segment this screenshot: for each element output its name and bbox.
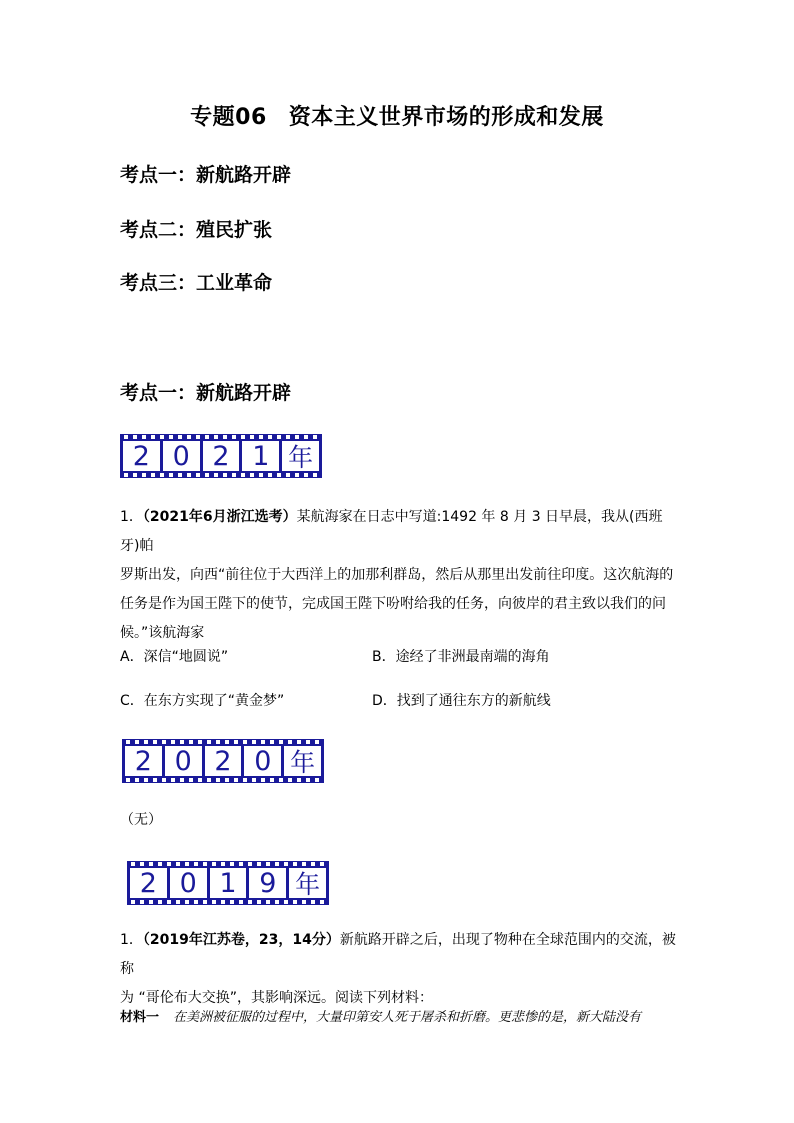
outline-item-1 — [120, 160, 291, 187]
year-digit: 2 — [203, 441, 240, 471]
year-digit: 2 — [205, 746, 242, 776]
question-source: （2021年6月浙江选考） — [142, 509, 297, 525]
question-number: 1． — [120, 932, 143, 948]
no-question-note: （无） — [120, 812, 162, 828]
year-digit: 1 — [210, 868, 247, 898]
outline-topic: 新航路开辟 — [196, 164, 292, 186]
question-line: 候。”该航海家 — [120, 625, 205, 641]
year-char: 年 — [289, 868, 326, 898]
question-text: 新航路开辟之后，出现了物种在全球范围内的交流，被称 — [120, 932, 676, 977]
question-2019 — [120, 926, 680, 1013]
material-text: 在美洲被征服的过程中，大量印第安人死于屠杀和折磨。更悲惨的是，新大陆没有 — [173, 1010, 642, 1025]
outline-topic: 工业革命 — [196, 272, 273, 294]
material-label: 材料一 — [120, 1010, 160, 1025]
option-b: B．途经了非洲最南端的海角 — [372, 649, 550, 665]
section-topic: 新航路开辟 — [196, 382, 292, 404]
option-d: D．找到了通往东方的新航线 — [372, 693, 551, 709]
outline-topic: 殖民扩张 — [196, 219, 273, 241]
title-number: 专题06 — [190, 105, 267, 130]
outline-label: 考点三： — [120, 272, 197, 294]
year-char: 年 — [282, 441, 319, 471]
year-digit: 2 — [130, 868, 167, 898]
question-line: 任务是作为国王陛下的使节，完成国王陛下吩咐给我的任务，向彼岸的君主致以我们的问 — [120, 596, 666, 612]
year-digit: 9 — [249, 868, 286, 898]
section-label: 考点一： — [120, 382, 197, 404]
material-one — [120, 1006, 680, 1025]
outline-label: 考点一： — [120, 164, 197, 186]
question-source: （2019年江苏卷，23，14分） — [142, 932, 340, 948]
year-char: 年 — [284, 746, 321, 776]
question-line — [120, 926, 680, 984]
question-line: 罗斯出发，向西“前往位于大西洋上的加那利群岛，然后从那里出发前往印度。这次航海的 — [120, 567, 674, 583]
question-number: 1． — [120, 509, 143, 525]
option-c: C．在东方实现了“黄金梦” — [120, 693, 285, 709]
page-title — [0, 100, 794, 131]
year-digit: 1 — [242, 441, 279, 471]
year-digit: 2 — [123, 441, 160, 471]
year-banner-2021 — [120, 434, 322, 478]
option-a: A．深信“地圆说” — [120, 649, 229, 665]
year-banner-2020 — [122, 739, 324, 783]
year-digit: 0 — [244, 746, 281, 776]
outline-label: 考点二： — [120, 219, 197, 241]
film-holes — [126, 778, 320, 782]
title-text: 资本主义世界市场的形成和发展 — [288, 105, 604, 130]
section-heading — [120, 378, 291, 405]
year-banner-2019 — [127, 861, 329, 905]
year-digit: 2 — [125, 746, 162, 776]
question-line — [120, 503, 680, 561]
film-holes — [124, 473, 318, 477]
year-digit: 0 — [163, 441, 200, 471]
outline-item-3 — [120, 268, 272, 295]
year-digit: 0 — [165, 746, 202, 776]
question-text: 某航海家在日志中写道:1492 年 8 月 3 日早晨，我从(西班牙)帕 — [120, 509, 663, 554]
question-line: 为 “哥伦布大交换”，其影响深远。阅读下列材料： — [120, 990, 433, 1006]
question-2021 — [120, 503, 680, 648]
outline-item-2 — [120, 215, 272, 242]
film-holes — [131, 900, 325, 904]
year-digit: 0 — [170, 868, 207, 898]
